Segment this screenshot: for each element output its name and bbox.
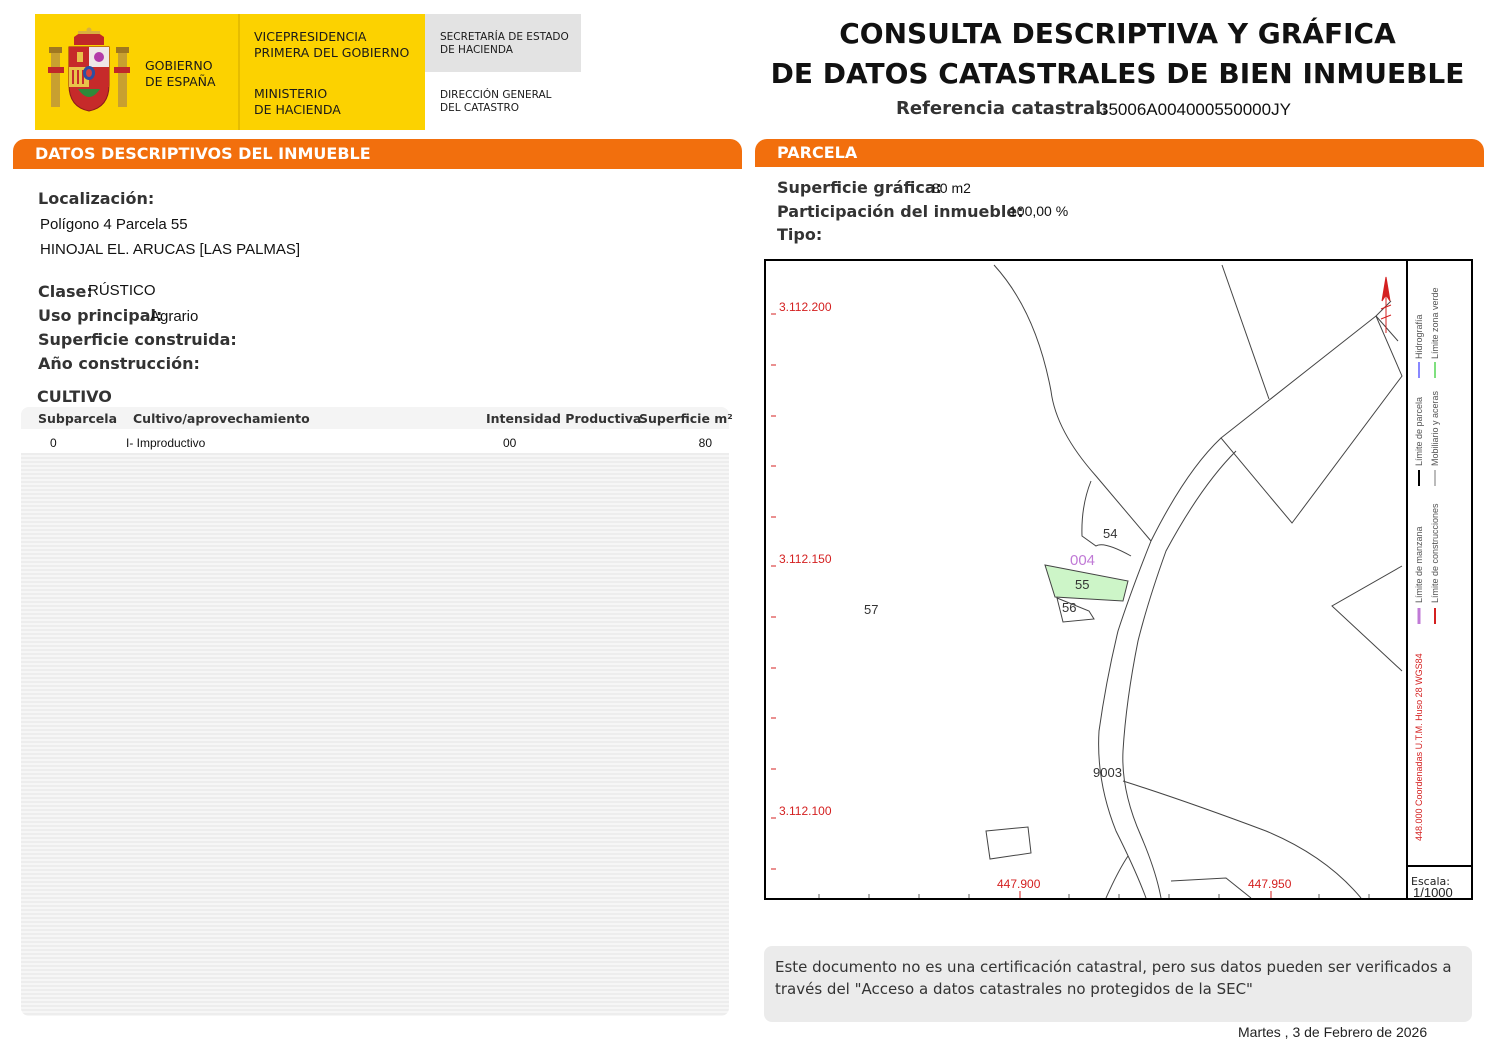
localizacion-line1: Polígono 4 Parcela 55: [40, 216, 188, 233]
title-line1: CONSULTA DESCRIPTIVA Y GRÁFICA: [839, 17, 1396, 50]
superficie-grafica-label: Superficie gráfica:: [777, 178, 943, 197]
parcel-label-56: 56: [1062, 600, 1077, 615]
secretaria-line2: DE HACIENDA: [440, 44, 513, 56]
localizacion-label: Localización:: [38, 189, 155, 208]
logo-divider: [238, 14, 240, 130]
cadastral-map[interactable]: [764, 259, 1473, 900]
cell-intensidad: 00: [503, 436, 517, 450]
parcela-header-edge: [755, 167, 1484, 175]
legend-limite-construcciones: Límite de construcciones: [1430, 503, 1440, 603]
scale-value: 1/1000: [1413, 885, 1453, 898]
document-title: [760, 14, 1475, 94]
title-line2: DE DATOS CATASTRALES DE BIEN INMUEBLE: [770, 57, 1465, 90]
participacion-label: Participación del inmueble:: [777, 202, 1024, 221]
col-header-superficie: Superficie m²: [639, 411, 733, 426]
secretaria-line1: SECRETARÍA DE ESTADO: [440, 31, 569, 43]
uso-principal-value: Agrario: [150, 308, 199, 325]
cultivo-title: CULTIVO: [37, 387, 112, 406]
col-header-intensidad: Intensidad Productiva: [486, 411, 642, 426]
polygon-label-004: 004: [1070, 552, 1096, 569]
parcel-label-9003: 9003: [1093, 765, 1122, 780]
map-canvas: [766, 261, 1471, 898]
clase-label: Clase:: [38, 282, 93, 301]
descriptive-header-edge: [13, 169, 742, 177]
col-header-subparcela: Subparcela: [38, 411, 118, 426]
anio-construccion-label: Año construcción:: [38, 354, 200, 373]
disclaimer-line1: Este documento no es una certificación catastral, pero sus datos pueden ser verificados a: [775, 958, 1452, 976]
disclaimer-line2: través del "Acceso a datos catastrales no protegidos de la SEC": [775, 980, 1253, 998]
y-label-3112150: 3.112.150: [779, 552, 832, 566]
cell-subparcela: 0: [50, 436, 57, 450]
participacion-value: 100,00 %: [1009, 203, 1069, 219]
y-label-3112200: 3.112.200: [779, 300, 832, 314]
clase-value: RÚSTICO: [88, 282, 156, 299]
cell-cultivo: I- Improductivo: [126, 436, 206, 450]
x-label-447900: 447.900: [997, 877, 1041, 891]
gobierno-line2: DE ESPAÑA: [145, 74, 216, 89]
direccion-line1: DIRECCIÓN GENERAL: [440, 89, 552, 101]
superficie-grafica-value: 80 m2: [932, 180, 971, 196]
vicepresidencia-line2: PRIMERA DEL GOBIERNO: [254, 45, 410, 60]
ministerio-line1: MINISTERIO: [254, 86, 328, 101]
legend-limite-manzana: Límite de manzana: [1414, 526, 1424, 603]
x-label-447950: 447.950: [1248, 877, 1292, 891]
legend-coordinates: 448.000 Coordenadas U.T.M. Huso 28 WGS84: [1414, 653, 1424, 841]
direccion-line2: DEL CATASTRO: [440, 102, 520, 114]
parcel-label-54: 54: [1103, 526, 1118, 541]
legend-zona-verde: Límite zona verde: [1430, 287, 1440, 359]
descriptive-section-header: [13, 139, 742, 169]
parcel-label-55: 55: [1075, 577, 1090, 592]
tipo-label: Tipo:: [777, 225, 823, 244]
descriptive-section-title: DATOS DESCRIPTIVOS DEL INMUEBLE: [35, 144, 371, 163]
parcela-section-header: [755, 139, 1484, 167]
document-date: Martes , 3 de Febrero de 2026: [1238, 1024, 1428, 1040]
north-arrow-icon: [1381, 277, 1391, 333]
reference-value: 35006A004000550000JY: [1099, 100, 1291, 119]
cell-superficie: 80: [698, 436, 712, 450]
coat-of-arms-icon: [48, 27, 130, 115]
parcela-section-title: PARCELA: [777, 143, 858, 162]
parcel-label-57: 57: [864, 602, 879, 617]
superficie-construida-label: Superficie construida:: [38, 330, 237, 349]
uso-principal-label: Uso principal:: [38, 306, 163, 325]
vicepresidencia-line1: VICEPRESIDENCIA: [254, 29, 367, 44]
scale-label: Escala:: [1411, 875, 1450, 888]
legend-mobiliario: Mobiliario y aceras: [1430, 390, 1440, 466]
cultivo-table: [21, 407, 729, 1016]
localizacion-line2: HINOJAL EL. ARUCAS [LAS PALMAS]: [40, 241, 301, 258]
gobierno-line1: GOBIERNO: [145, 58, 213, 73]
reference-label: Referencia catastral:: [896, 98, 1109, 119]
y-label-3112100: 3.112.100: [779, 804, 832, 818]
col-header-cultivo: Cultivo/aprovechamiento: [133, 411, 310, 426]
legend-limite-parcela: Límite de parcela: [1414, 396, 1424, 466]
ministerio-line2: DE HACIENDA: [254, 102, 341, 117]
legend-hidrografia: Hidrografía: [1414, 314, 1424, 359]
